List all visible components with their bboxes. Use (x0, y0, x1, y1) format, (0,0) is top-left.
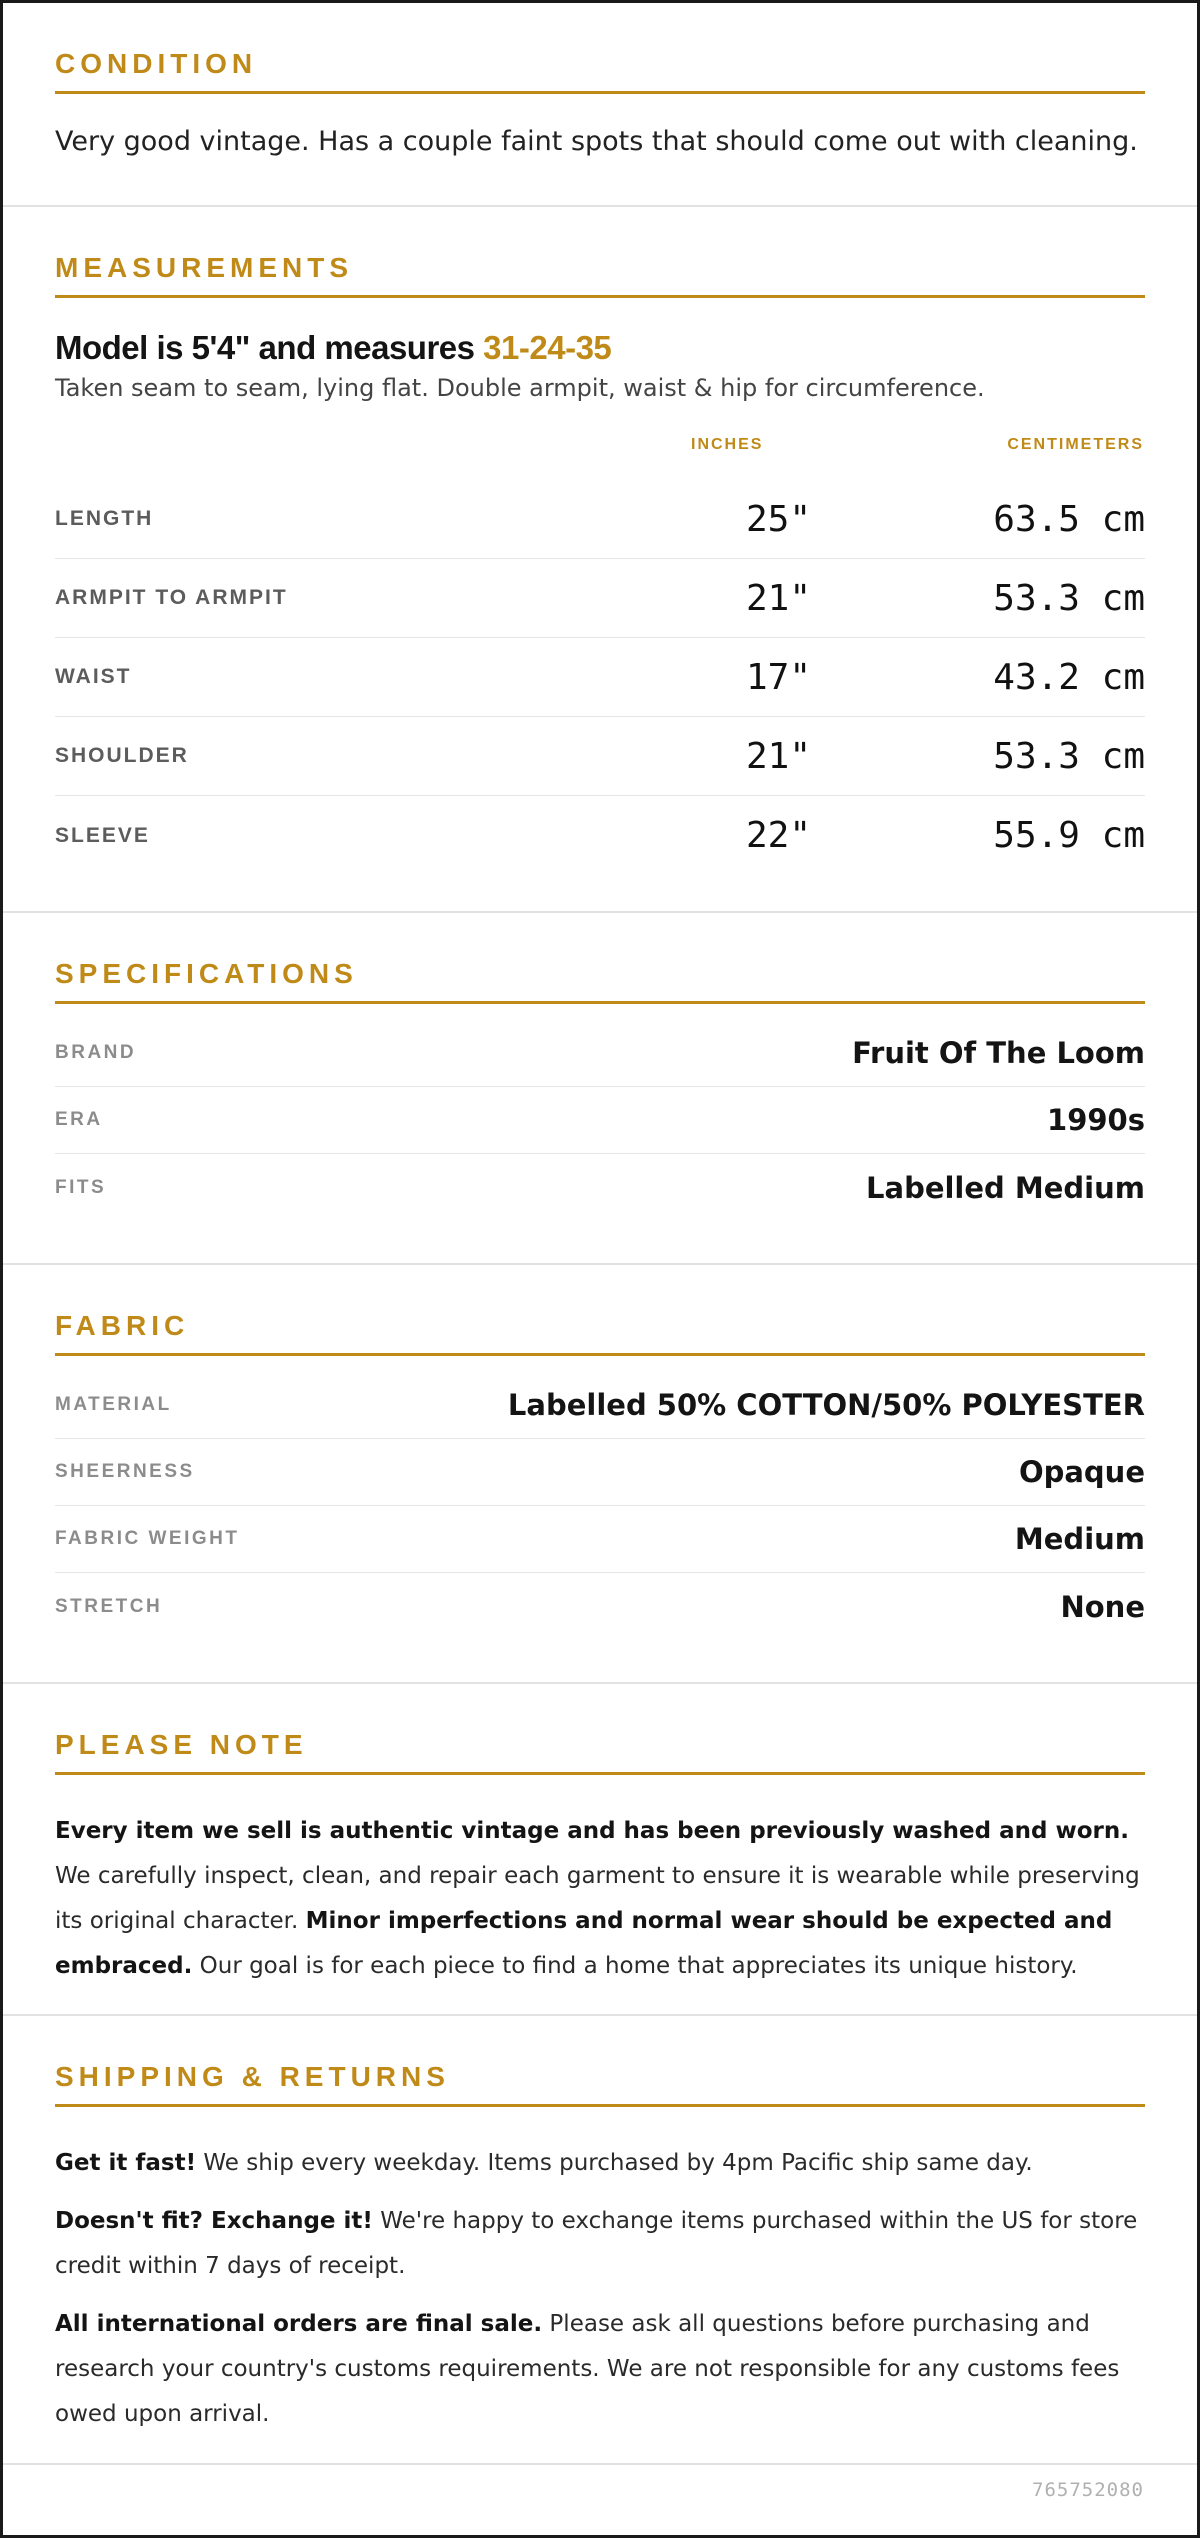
measurement-cm: 43.2 cm (993, 656, 1145, 698)
measurements-title: MEASUREMENTS (55, 251, 1145, 298)
shipping-paragraph-fast (55, 2141, 1145, 2186)
fabric-section (3, 1265, 1197, 1684)
please-note-section (3, 1684, 1197, 2016)
spec-label: FITS (55, 1176, 107, 1198)
measurement-inches: 21" (745, 735, 811, 777)
measurements-column-headers (55, 436, 1145, 458)
measurement-cm: 55.9 cm (993, 815, 1145, 856)
measurement-row (55, 559, 1145, 638)
fabric-label: STRETCH (55, 1595, 163, 1617)
spec-value: Fruit Of The Loom (852, 1036, 1145, 1070)
column-header-inches: INCHES (691, 436, 764, 453)
shipping-returns-section (3, 2016, 1197, 2465)
fabric-label: FABRIC WEIGHT (55, 1528, 240, 1549)
spec-row (55, 1020, 1145, 1087)
fabric-label: SHEERNESS (55, 1461, 195, 1482)
note-text-2: Our goal is for each piece to find a home that appreciates its unique history. (192, 1953, 1078, 1979)
condition-text: Very good vintage. Has a couple faint spots that should come out with cleaning. (55, 126, 1138, 157)
measurement-inches: 25" (745, 498, 811, 540)
measurement-inches: 21" (745, 577, 811, 619)
item-id-code: 765752080 (1032, 2479, 1144, 2501)
fabric-value: None (1060, 1589, 1145, 1624)
measurement-row (55, 717, 1145, 796)
column-header-centimeters: CENTIMETERS (1007, 436, 1144, 453)
fabric-row (55, 1372, 1145, 1439)
shipping-fast-text: We ship every weekday. Items purchased by 4pm Pacific ship same day. (196, 2150, 1033, 2176)
please-note-title: PLEASE NOTE (55, 1728, 1145, 1775)
measurement-row (55, 480, 1145, 559)
fabric-value: Opaque (1018, 1455, 1145, 1489)
specifications-section (3, 913, 1197, 1265)
shipping-exchange-text: We're happy to exchange items purchased within the US for store credit within 7 days of receipt. (55, 2208, 1138, 2279)
spec-value: Labelled Medium (866, 1170, 1145, 1205)
spec-value: 1990s (1047, 1103, 1145, 1137)
fabric-value: Labelled 50% COTTON/50% POLYESTER (507, 1388, 1145, 1422)
model-line (55, 328, 1145, 368)
measurement-row (55, 638, 1145, 717)
measurement-label: SLEEVE (55, 823, 150, 847)
condition-title: CONDITION (55, 47, 1145, 94)
measurement-label: ARMPIT TO ARMPIT (55, 586, 288, 609)
fabric-table (55, 1372, 1145, 1640)
shipping-paragraph-exchange (55, 2199, 1145, 2289)
measurement-inches: 17" (745, 656, 811, 698)
model-measurements: 31-24-35 (483, 329, 612, 366)
fabric-value: Medium (1014, 1522, 1145, 1556)
measurements-section (3, 207, 1197, 913)
measurement-cm: 63.5 cm (993, 498, 1145, 540)
model-prefix: Model is 5'4" and measures (55, 329, 484, 366)
fabric-label: MATERIAL (55, 1394, 172, 1415)
fabric-row (55, 1573, 1145, 1640)
fabric-title: FABRIC (55, 1309, 1145, 1356)
measurement-cm: 53.3 cm (993, 577, 1145, 619)
fabric-row (55, 1439, 1145, 1506)
shipping-exchange-bold: Doesn't fit? Exchange it! (55, 2208, 373, 2234)
spec-row (55, 1087, 1145, 1154)
measurement-label: WAIST (55, 665, 132, 688)
please-note-text (55, 1809, 1145, 1989)
fabric-row (55, 1506, 1145, 1573)
measurements-subtitle: Taken seam to seam, lying flat. Double armpit, waist & hip for circumference. (55, 374, 985, 402)
spec-label: ERA (55, 1109, 103, 1130)
specifications-title: SPECIFICATIONS (55, 957, 1145, 1004)
shipping-paragraph-international (55, 2302, 1145, 2437)
note-text-1: We carefully inspect, clean, and repair each garment to ensure it is wearable while preserving its original character. (55, 1863, 1140, 1934)
measurements-table (55, 480, 1145, 875)
measurement-label: SHOULDER (55, 744, 189, 767)
measurement-label: LENGTH (55, 507, 154, 530)
note-bold-1: Every item we sell is authentic vintage and has been previously washed and worn. (55, 1818, 1129, 1844)
shipping-returns-title: SHIPPING & RETURNS (55, 2060, 1145, 2107)
measurement-row (55, 796, 1145, 875)
spec-label: BRAND (55, 1042, 137, 1063)
spec-row (55, 1154, 1145, 1221)
shipping-international-bold: All international orders are final sale. (55, 2311, 543, 2337)
measurement-inches: 22" (745, 815, 811, 856)
specifications-table (55, 1020, 1145, 1221)
note-bold-2: Minor imperfections and normal wear should be expected and embraced. (55, 1908, 1113, 1979)
condition-section (3, 3, 1197, 207)
shipping-fast-bold: Get it fast! (55, 2150, 197, 2176)
measurement-cm: 53.3 cm (993, 735, 1145, 777)
shipping-international-text: Please ask all questions before purchasing and research your country's customs requirements. We are not responsible for any customs fees owed upon arrival. (55, 2311, 1120, 2427)
